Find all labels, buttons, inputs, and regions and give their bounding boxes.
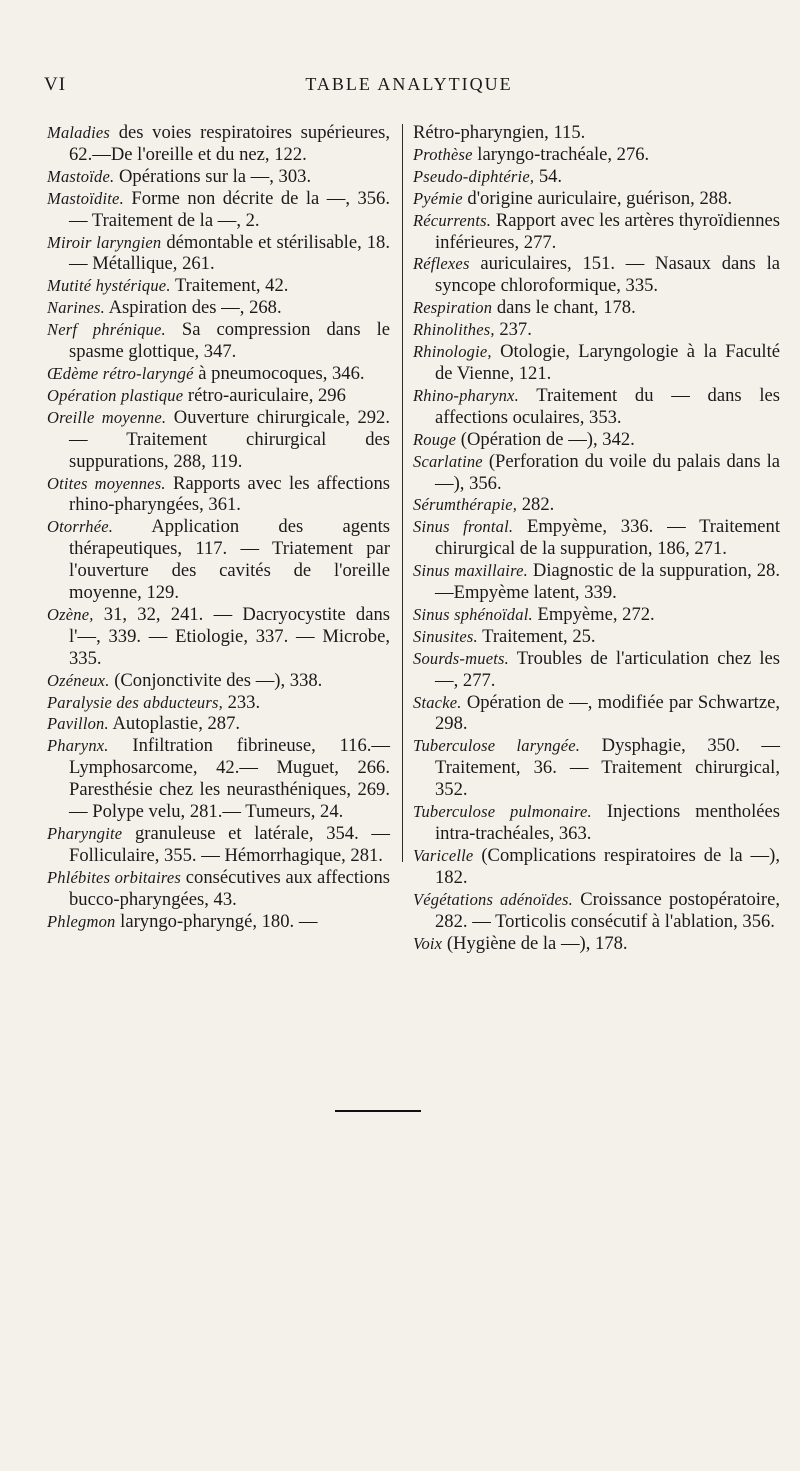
index-term: Prothèse [413,144,473,164]
index-entry [47,188,390,232]
index-text: 233. [222,691,261,713]
index-text: Opération de —, modifiée par Schwartze, 298. [435,691,780,735]
index-term: Phlébites orbitaires [47,867,182,887]
index-term: Rouge [413,429,457,449]
index-term: Voix [413,933,443,953]
index-term: Sérumthérapie, [413,495,518,515]
index-entry [413,604,780,626]
index-term: Ozéneux. [47,670,110,690]
index-text: consécutives aux affections bucco-pharyngées, 43. [69,866,390,910]
index-entry [47,275,390,297]
column-divider [402,124,403,862]
index-text: Croissance postopératoire, 282. — Torticolis consécutif à l'ablation, 356. [435,888,781,932]
index-term: Œdème rétro-laryngé [47,363,194,383]
index-entry [413,429,780,451]
index-term: Pseudo-diphtérie, [413,166,535,186]
index-term: Récurrents. [413,210,492,230]
index-entry [47,473,390,517]
index-entry [47,297,390,319]
index-term: Otorrhée. [47,517,114,537]
index-term: Opération plastique [47,385,184,405]
index-entry [47,823,390,867]
index-text: Sa compression dans le spasme glottique, 347. [69,319,390,363]
index-entry [47,604,390,670]
index-entry [47,670,390,692]
index-term: Végétations adénoïdes. [413,889,574,909]
index-text: dans le chant, 178. [492,297,636,319]
index-text: Rétro-pharyngien, 115. [413,122,586,143]
index-entry [413,735,780,801]
index-text: 54. [534,165,563,187]
index-entry [413,188,780,210]
index-text: démontable et stérilisable, 18. — Métallique, 261. [69,231,390,275]
index-term: Stacke. [413,692,462,712]
index-entry [47,735,390,823]
index-term: Sinus frontal. [413,517,514,537]
index-text: Aspiration des —, 268. [104,297,282,319]
index-entry [47,122,390,166]
index-entry [413,626,780,648]
index-text: Opérations sur la —, 303. [114,165,312,187]
index-entry [413,494,780,516]
index-text: (Opération de —), 342. [456,428,635,450]
index-term: Rhinologie, [413,342,492,362]
index-entry [413,253,780,297]
index-entry [413,648,780,692]
index-text: Diagnostic de la suppuration, 28.—Empyème latent, 339. [435,560,780,604]
index-text: auriculaires, 151. — Nasaux dans la syncope chloroformique, 335. [435,253,780,297]
index-entry [47,363,390,385]
index-entry [413,933,780,955]
index-term: Tuberculose pulmonaire. [413,802,592,822]
index-text: d'origine auriculaire, guérison, 288. [462,187,733,209]
index-term: Mastoïde. [47,166,115,186]
index-text: Traitement, 25. [477,625,596,647]
index-column-right [413,122,780,954]
index-term: Ozène, [47,604,94,624]
index-term: Sinus sphénoïdal. [413,604,533,624]
index-entry [413,297,780,319]
index-term: Scarlatine [413,451,483,471]
index-text: Forme non décrite de la —, 356. — Traitement de la —, 2. [69,187,390,231]
page-header [0,74,800,104]
index-text: laryngo-trachéale, 276. [472,143,650,165]
index-text: (Conjonctivite des —), 338. [109,669,323,691]
index-entry [47,232,390,276]
index-text: Empyème, 272. [532,603,655,625]
index-entry [47,713,390,735]
index-text: Autoplastie, 287. [108,713,241,735]
index-term: Otites moyennes. [47,473,166,493]
index-text: à pneumocoques, 346. [193,362,365,384]
index-text: Infiltration fibrineuse, 116.— Lymphosarcome, 42.— Muguet, 266. Paresthésie chez les neurasthéniques, 269.— Polype velu, 281.— Tumeurs, 24. [69,735,390,823]
index-term: Narines. [47,298,105,318]
index-term: Miroir laryngien [47,232,162,252]
index-term: Nerf phrénique. [47,320,166,340]
index-text: 237. [494,319,532,341]
index-text: rétro-auriculaire, 296 [183,384,346,406]
index-text: Ouverture chirurgicale, 292. — Traitement chirurgical des suppurations, 288, 119. [69,406,390,472]
index-text: Otologie, Laryngologie à la Faculté de Vienne, 121. [435,341,780,384]
index-entry [413,516,780,560]
index-entry [47,692,390,714]
index-entry [47,516,390,604]
index-entry [47,867,390,911]
index-entry [413,144,780,166]
index-term: Rhino-pharynx. [413,385,519,405]
index-term: Réflexes [413,254,470,274]
index-entry [413,889,780,933]
index-text: Troubles de l'articulation chez les —, 277. [435,647,780,691]
index-text: 31, 32, 241. — Dacryocystite dans l'—, 339. — Etiologie, 337. — Microbe, 335. [69,603,390,669]
index-term: Rhinolithes, [413,320,495,340]
index-entry [47,385,390,407]
index-term: Phlegmon [47,911,116,931]
index-text: Rapport avec les artères thyroïdiennes inférieures, 277. [435,209,780,253]
index-text: Empyème, 336. — Traitement chirurgical de la suppuration, 186, 271. [435,516,780,560]
index-entry [413,166,780,188]
index-term: Varicelle [413,845,474,865]
index-text: des voies respiratoires supérieures, 62.—De l'oreille et du nez, 122. [69,122,390,165]
index-entry [413,385,780,429]
index-entry [47,407,390,473]
index-entry [413,341,780,385]
index-entry [413,692,780,736]
index-entry [413,845,780,889]
index-text: Dysphagie, 350. — Traitement, 36. — Traitement chirurgical, 352. [435,735,780,801]
index-entry [413,801,780,845]
index-term: Maladies [47,123,111,142]
index-entry [47,166,390,188]
index-term: Pavillon. [47,714,109,734]
index-text: laryngo-pharyngé, 180. — [115,910,318,932]
index-term: Pharyngite [47,824,123,843]
index-entry [413,560,780,604]
index-term: Mastoïdite. [47,188,124,208]
index-term: Sinus maxillaire. [413,561,528,581]
index-column-left [47,122,390,933]
index-term: Pharynx. [47,736,109,756]
index-term: Tuberculose laryngée. [413,736,581,756]
index-entry [413,451,780,495]
index-text: Injections mentholées intra-trachéales, 363. [435,801,780,844]
running-title: TABLE ANALYTIQUE [305,74,513,94]
index-text: Rapports avec les affections rhino-pharyngées, 361. [69,472,390,516]
index-entry [47,911,390,933]
index-text: 282. [517,494,555,516]
index-term: Sourds-muets. [413,648,509,668]
index-text: (Complications respiratoires de la —), 182. [435,844,780,888]
index-text: Application des agents thérapeutiques, 117. — Triatement par l'ouverture des cavités de l'oreille moyenne, 129. [69,516,390,604]
index-entry [413,122,780,144]
index-text: (Perforation du voile du palais dans la —), 356. [435,450,780,494]
index-text: Traitement, 42. [170,275,289,297]
index-text: Traitement du — dans les affections oculaires, 353. [435,384,780,428]
index-text: granuleuse et latérale, 354. — Folliculaire, 355. — Hémorrhagique, 281. [69,823,390,866]
index-term: Pyémie [413,188,463,208]
end-rule [335,1110,421,1112]
index-term: Sinusites. [413,626,478,646]
page-number: VI [44,74,67,95]
index-text: (Hygiène de la —), 178. [442,932,628,954]
index-term: Paralysie des abducteurs, [47,692,223,712]
index-entry [413,319,780,341]
index-term: Oreille moyenne. [47,407,167,427]
index-entry [47,319,390,363]
index-term: Respiration [413,298,493,318]
index-entry [413,210,780,254]
index-term: Mutité hystérique. [47,276,171,296]
